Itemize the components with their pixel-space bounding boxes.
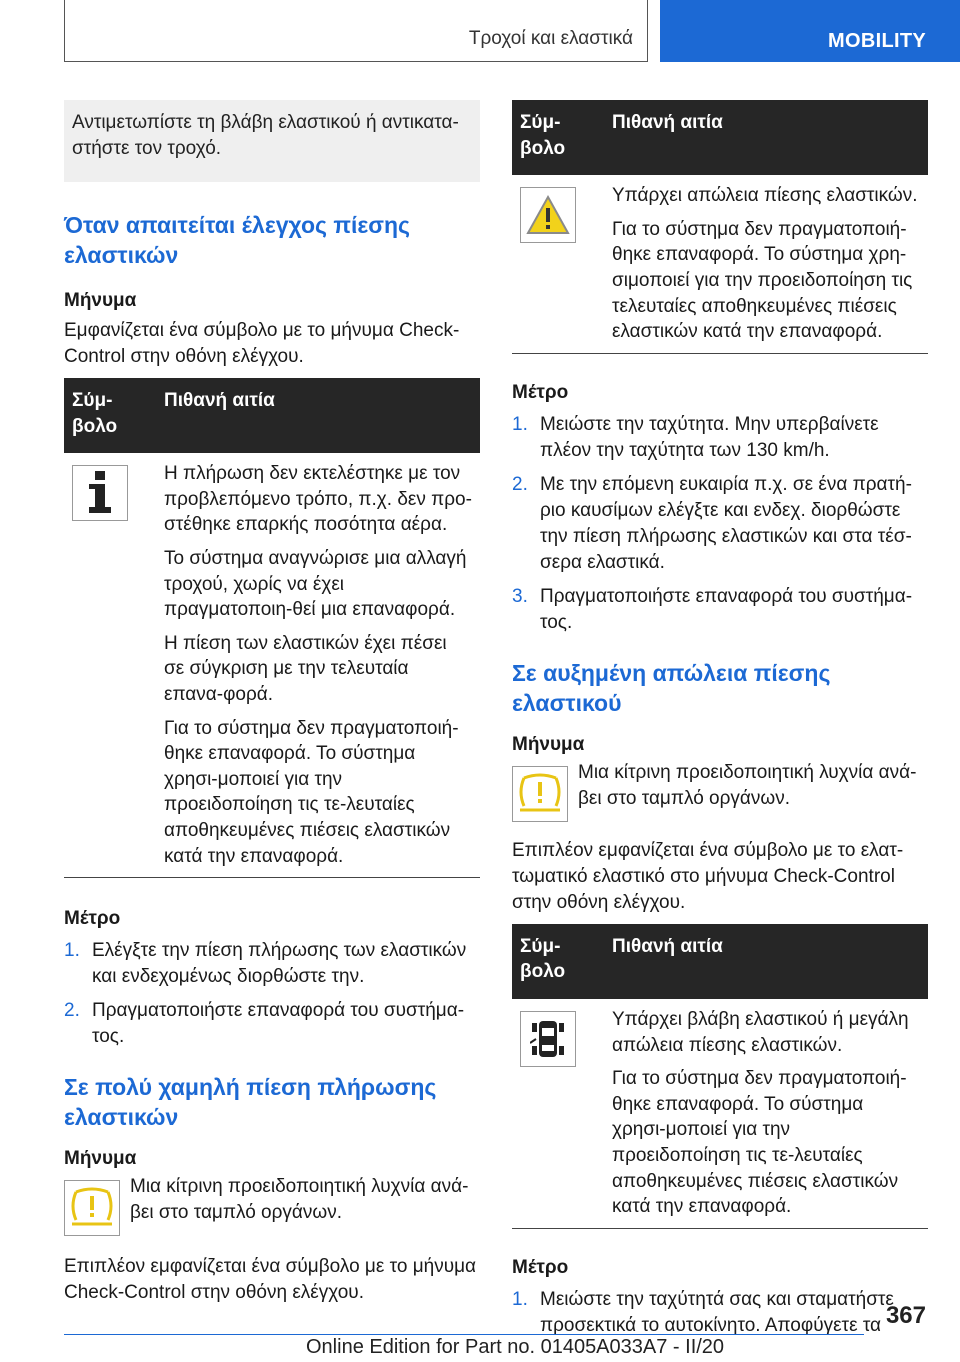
- cause-text: Η πλήρωση δεν εκτελέστηκε με τον προβλεπόμενο τρόπο, π.χ. δεν προ-στέθηκε επαρκής ποσότητα αέρα.: [164, 463, 472, 536]
- cause-text: Για το σύστημα δεν πραγματοποιή-θηκε επαναφορά. Το σύστημα χρησι-μοποιεί για την προειδοποίηση τις τε-λευταίες αποθηκευμένες πιέσεις ελαστικών κατά την επαναφορά.: [612, 1068, 907, 1218]
- symbol-table: [512, 100, 928, 354]
- cause-text: Υπάρχει απώλεια πίεσης ελαστικών.: [612, 185, 918, 207]
- warning-lamp-text: Μια κίτρινη προειδοποιητική λυχνία ανά-βει στο ταμπλό οργάνων.: [130, 1176, 469, 1224]
- list-item: 1. Μειώστε την ταχύτητά σας και σταματήστε προσεκτικά το αυτοκίνητο. Αποφύγετε τα: [512, 1288, 894, 1336]
- list-item: 2. Με την επόμενη ευκαιρία π.χ. σε ένα πρατή-ριο καυσίμων ελέγξτε και ενδεχ. διορθώστε την πίεση πλήρωσης ελαστικών και στα τέσ-σερα ελαστικά.: [512, 473, 912, 573]
- col-symbol-header: Σύμ-βολο: [64, 378, 156, 453]
- list-item: 2. Πραγματοποιήστε επαναφορά του συστήμα-τος.: [64, 1000, 465, 1048]
- page-number: 367: [885, 1302, 926, 1329]
- car-defective-tire-icon: [520, 1011, 576, 1067]
- cause-text: Υπάρχει βλάβη ελαστικού ή μεγάλη απώλεια πίεσης ελαστικών.: [612, 1008, 909, 1056]
- col-symbol-header: Σύμ-βολο: [512, 924, 604, 999]
- warning-lamp-text: Μια κίτρινη προειδοποιητική λυχνία ανά-βει στο ταμπλό οργάνων.: [578, 761, 917, 809]
- note-text: Αντιμετωπίστε τη βλάβη ελαστικού ή αντικατα-στήστε τον τροχό.: [72, 112, 459, 159]
- footer-edition: Online Edition for Part no. 01405A033A7 - II/20: [306, 1336, 725, 1358]
- list-item: 1. Ελέγξτε την πίεση πλήρωσης των ελαστικών και ενδεχομένως διορθώστε την.: [64, 940, 467, 988]
- list-item: 1. Μειώστε την ταχύτητα. Μην υπερβαίνετε πλέον την ταχύτητα των 130 km/h.: [512, 413, 879, 461]
- note-box: [64, 100, 480, 182]
- message-text: Εμφανίζεται ένα σύμβολο με το μήνυμα Check-Control στην οθόνη ελέγχου.: [64, 320, 460, 367]
- section-tab: [660, 0, 960, 62]
- symbol-table: [512, 924, 928, 1229]
- cause-text: Η πίεση των ελαστικών έχει πέσει σε σύγκριση με την τελευταία επανα-φορά.: [164, 632, 447, 705]
- info-icon: [72, 465, 128, 521]
- col-cause-header: Πιθανή αιτία: [604, 924, 928, 999]
- measures-label: Μέτρο: [512, 1256, 569, 1278]
- col-cause-header: Πιθανή αιτία: [156, 378, 480, 453]
- footer-divider: [64, 1334, 864, 1335]
- symbol-table: [64, 378, 480, 878]
- section-title: MOBILITY: [828, 30, 926, 52]
- cause-text: Το σύστημα αναγνώρισε μια αλλαγή τροχού, χωρίς να έχει πραγματοποιη-θεί μια επαναφορά.: [164, 547, 467, 621]
- message-text: Επιπλέον εμφανίζεται ένα σύμβολο με το ελατ-τωματικό ελαστικό στο μήνυμα Check-Control στην οθόνη ελέγχου.: [512, 839, 904, 913]
- steps-list: [512, 1287, 928, 1339]
- message-label: Μήνυμα: [64, 1148, 137, 1170]
- col-symbol-header: Σύμ-βολο: [512, 100, 604, 175]
- tire-pressure-warning-icon: [512, 766, 568, 822]
- warning-triangle-icon: [520, 187, 576, 243]
- measures-label: Μέτρο: [64, 908, 121, 930]
- steps-list: [64, 938, 480, 1050]
- message-label: Μήνυμα: [512, 733, 585, 755]
- left-column: [64, 100, 480, 1306]
- measures-label: Μέτρο: [512, 381, 569, 403]
- cause-text: Για το σύστημα δεν πραγματοποιή-θηκε επαναφορά. Το σύστημα χρησι-μοποιεί για την προειδοποίηση τις τε-λευταίες αποθηκευμένες πιέσεις ελαστικών κατά την επαναφορά.: [164, 717, 459, 867]
- tire-pressure-warning-icon: [64, 1180, 120, 1236]
- col-cause-header: Πιθανή αιτία: [604, 100, 928, 175]
- heading-pressure-loss: Σε αυξημένη απώλεια πίεσης ελαστικού: [512, 659, 831, 716]
- message-label: Μήνυμα: [64, 290, 137, 311]
- list-item: 3. Πραγματοποιήστε επαναφορά του συστήμα-τος.: [512, 585, 913, 633]
- heading-low-pressure: Σε πολύ χαμηλή πίεση πλήρωσης ελαστικών: [64, 1074, 437, 1131]
- right-column: [512, 100, 928, 1347]
- chapter-title: Τροχοί και ελαστικά: [468, 28, 633, 49]
- heading-check-pressure: Όταν απαιτείται έλεγχος πίεσης ελαστικών: [64, 212, 411, 268]
- header-chapter-box: [64, 0, 648, 62]
- message-text: Επιπλέον εμφανίζεται ένα σύμβολο με το μήνυμα Check-Control στην οθόνη ελέγχου.: [64, 1256, 477, 1304]
- steps-list: [512, 412, 928, 636]
- cause-text: Για το σύστημα δεν πραγματοποιή-θηκε επαναφορά. Το σύστημα χρη-σιμοποιεί για την προειδοποίηση τις τελευταίες αποθηκευμένες πιέσεις ελαστικών κατά την επαναφορά.: [612, 218, 913, 343]
